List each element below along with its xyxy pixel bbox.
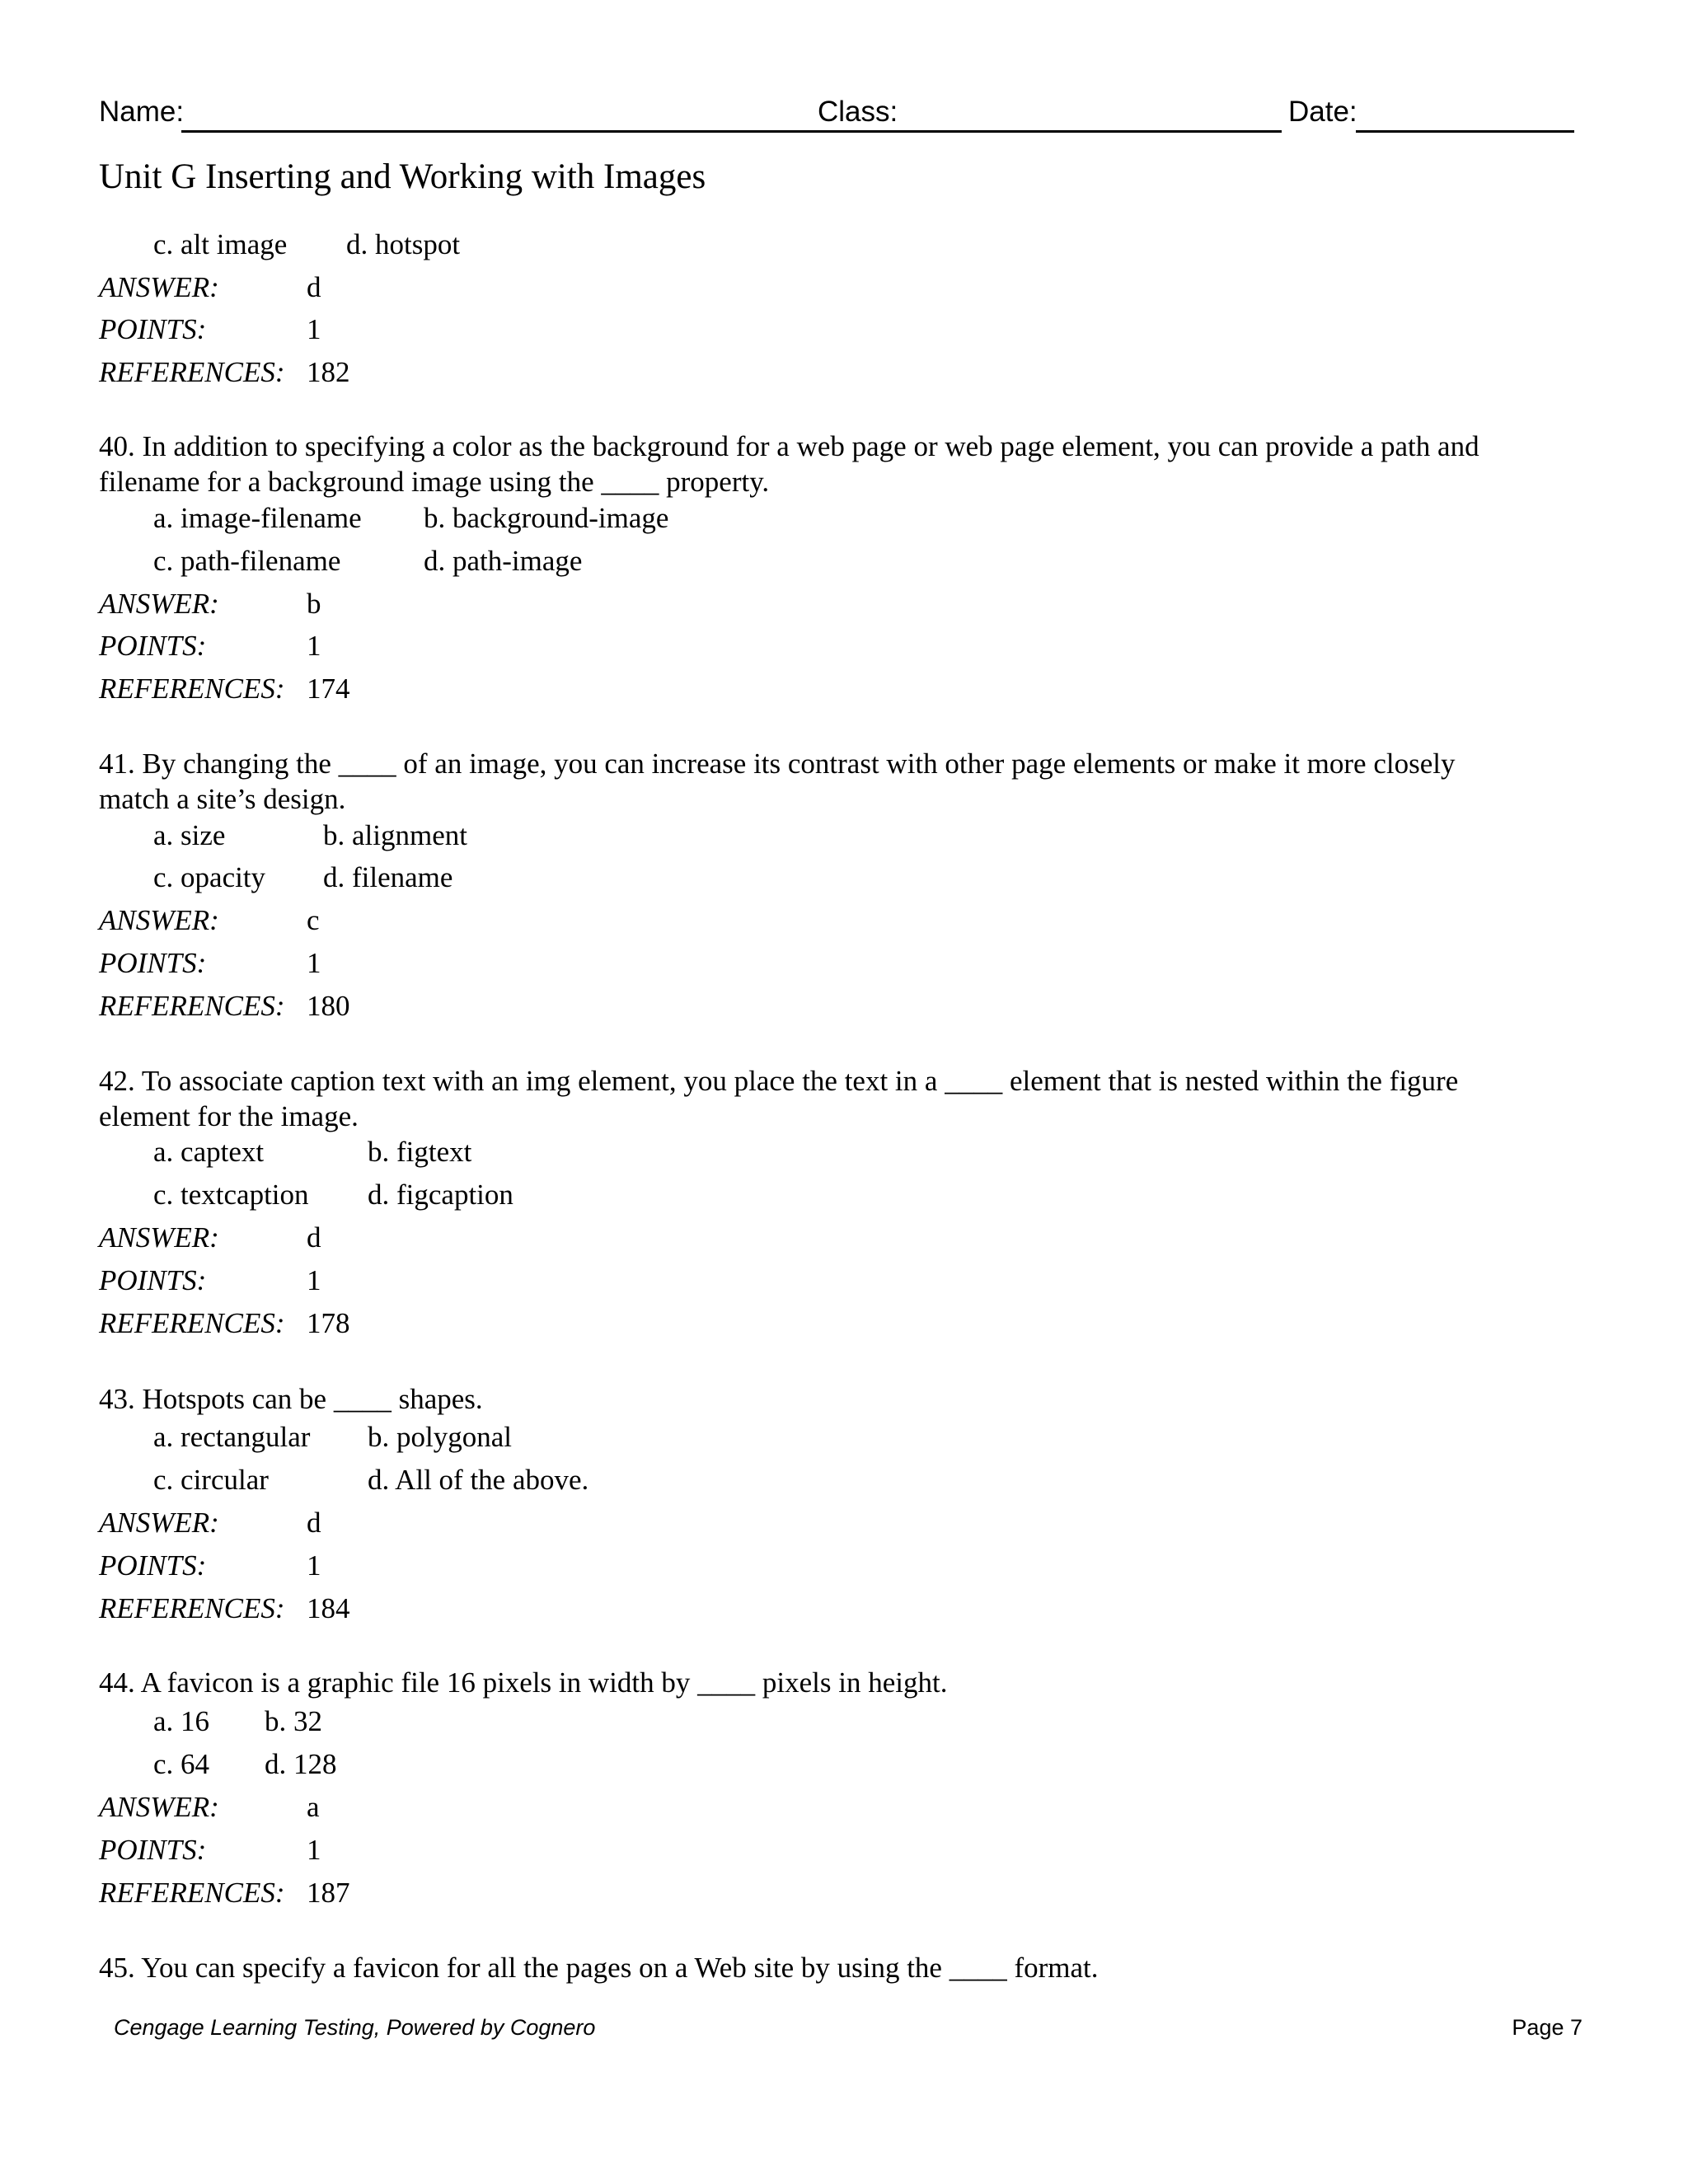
q41-answer-value: c	[307, 904, 320, 936]
q40-answer-value: b	[307, 588, 321, 620]
unit-title: Unit G Inserting and Working with Images	[99, 157, 706, 196]
q40-text-line2: filename for a background image using the ____ property.	[99, 466, 770, 498]
q41-points-value: 1	[307, 947, 321, 979]
q44-choices-row2	[153, 1746, 483, 1783]
student-info-header	[99, 96, 1574, 145]
points-label: POINTS:	[99, 947, 207, 979]
q42-answer-value: d	[307, 1221, 321, 1254]
q41-text-line2: match a site’s design.	[99, 783, 346, 815]
points-label: POINTS:	[99, 1549, 207, 1582]
answer-label: ANSWER:	[99, 1221, 219, 1254]
q39-references-value: 182	[307, 356, 350, 388]
q42-text-line2: element for the image.	[99, 1100, 359, 1132]
q43-choice-a: a. rectangular	[153, 1421, 311, 1453]
q41-choices-row2	[153, 860, 648, 897]
q44-points-value: 1	[307, 1834, 321, 1866]
q43-choice-b: b. polygonal	[368, 1421, 512, 1453]
q40-text	[99, 429, 1574, 499]
q41-choices-row1	[153, 818, 648, 855]
q44-choice-d: d. 128	[265, 1748, 337, 1780]
q40-choice-a: a. image-filename	[153, 502, 362, 534]
q43-references-value: 184	[307, 1592, 350, 1624]
q42-choice-b: b. figtext	[368, 1136, 472, 1168]
references-label: REFERENCES:	[99, 1592, 285, 1624]
q40-choices-row2	[153, 543, 730, 580]
points-label: POINTS:	[99, 1834, 207, 1866]
q42-text-line1: 42. To associate caption text with an img element, you place the text in a ____ element that is nested within the figure	[99, 1065, 1459, 1097]
q44-text-line1: 44. A favicon is a graphic file 16 pixels in width by ____ pixels in height.	[99, 1666, 948, 1699]
points-label: POINTS:	[99, 313, 207, 345]
q43-choices-row1	[153, 1419, 730, 1456]
q40-points-value: 1	[307, 630, 321, 662]
q41-text-line1: 41. By changing the ____ of an image, you can increase its contrast with other page elements or make it more closely	[99, 748, 1456, 780]
q44-text	[99, 1665, 1574, 1700]
references-label: REFERENCES:	[99, 990, 285, 1022]
footer-publisher: Cengage Learning Testing, Powered by Cognero	[114, 2015, 596, 2040]
answer-label: ANSWER:	[99, 588, 219, 620]
q44-choice-a: a. 16	[153, 1705, 210, 1737]
q40-choice-b: b. background-image	[424, 502, 669, 534]
q44-answer-value: a	[307, 1791, 320, 1823]
q39-choice-c-text: c. alt image	[153, 228, 288, 260]
points-label: POINTS:	[99, 1264, 207, 1296]
q43-choice-d: d. All of the above.	[368, 1464, 589, 1496]
q39-choice-d: d. hotspot	[346, 228, 461, 260]
page-number: Page 7	[1512, 2015, 1582, 2040]
answer-label: ANSWER:	[99, 904, 219, 936]
q40-choice-d: d. path-image	[424, 545, 583, 577]
points-label: POINTS:	[99, 630, 207, 662]
q42-choice-c: c. textcaption	[153, 1179, 309, 1211]
answer-label: ANSWER:	[99, 271, 219, 303]
q41-references-value: 180	[307, 990, 350, 1022]
q44-choices-row1	[153, 1704, 483, 1741]
q40-choice-c: c. path-filename	[153, 545, 341, 577]
answer-label: ANSWER:	[99, 1507, 219, 1539]
q40-references-value: 174	[307, 673, 350, 705]
references-label: REFERENCES:	[99, 1307, 285, 1339]
q43-choice-c: c. circular	[153, 1464, 269, 1496]
references-label: REFERENCES:	[99, 356, 285, 388]
q42-text	[99, 1063, 1574, 1134]
date-blank-line[interactable]	[1356, 130, 1574, 133]
q43-choices-row2	[153, 1462, 730, 1499]
q42-choices-row2	[153, 1177, 648, 1214]
q41-text	[99, 746, 1574, 817]
q43-text	[99, 1381, 1574, 1417]
q40-text-line1: 40. In addition to specifying a color as the background for a web page or web page element, you can provide a path and	[99, 430, 1479, 462]
date-label: Date:	[1288, 96, 1357, 128]
class-label: Class:	[818, 96, 898, 128]
references-label: REFERENCES:	[99, 673, 285, 705]
answer-label: ANSWER:	[99, 1791, 219, 1823]
q40-choices-row1	[153, 500, 730, 537]
name-label: Name:	[99, 96, 185, 128]
q44-references-value: 187	[307, 1877, 350, 1909]
q42-choices-row1	[153, 1134, 648, 1171]
q43-answer-value: d	[307, 1507, 321, 1539]
q41-choice-c: c. opacity	[153, 861, 266, 893]
q39-answer-value: d	[307, 271, 321, 303]
q41-choice-d: d. filename	[323, 861, 453, 893]
name-blank-line[interactable]	[181, 130, 907, 133]
q45-text-line1: 45. You can specify a favicon for all the pages on a Web site by using the ____ format.	[99, 1952, 1099, 1984]
q39-choices-row	[153, 227, 565, 264]
q44-choice-c: c. 64	[153, 1748, 210, 1780]
q42-choice-d: d. figcaption	[368, 1179, 513, 1211]
q41-choice-b: b. alignment	[323, 819, 467, 851]
q39-points-value: 1	[307, 313, 321, 345]
q43-text-line1: 43. Hotspots can be ____ shapes.	[99, 1383, 483, 1415]
class-blank-line[interactable]	[890, 130, 1282, 133]
q44-choice-b: b. 32	[265, 1705, 322, 1737]
q42-references-value: 178	[307, 1307, 350, 1339]
q43-points-value: 1	[307, 1549, 321, 1582]
q42-choice-a: a. captext	[153, 1136, 265, 1168]
q45-text	[99, 1950, 1574, 1985]
q42-points-value: 1	[307, 1264, 321, 1296]
references-label: REFERENCES:	[99, 1877, 285, 1909]
q41-choice-a: a. size	[153, 819, 226, 851]
